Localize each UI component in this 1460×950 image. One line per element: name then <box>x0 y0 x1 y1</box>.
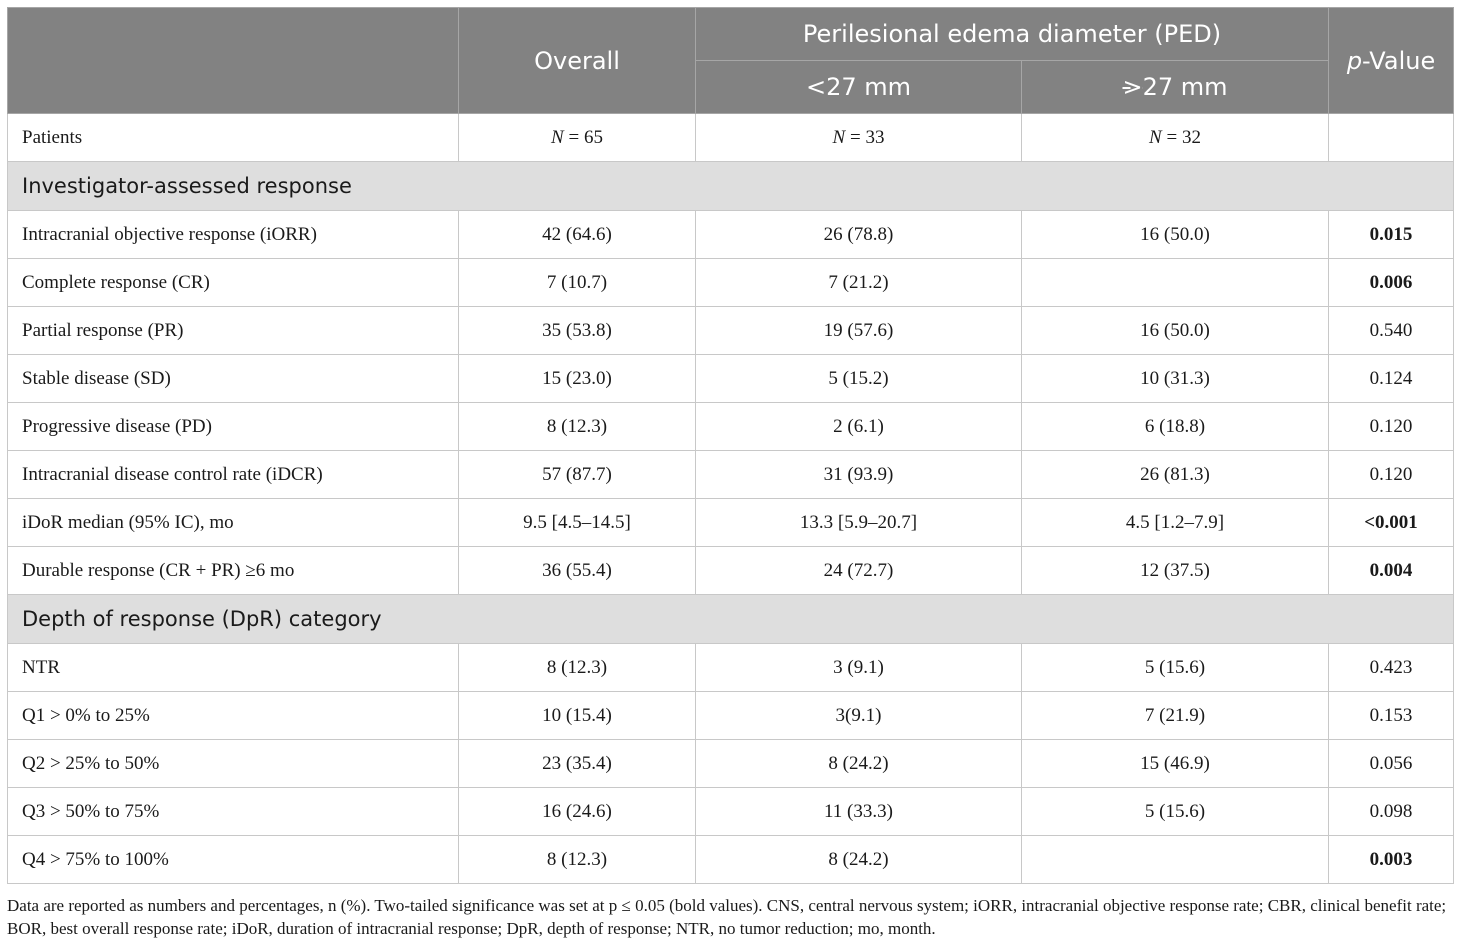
section-title: Depth of response (DpR) category <box>8 595 1454 644</box>
cell-p: 0.153 <box>1329 692 1454 740</box>
cell-overall: 7 (10.7) <box>459 259 696 307</box>
table-body <box>8 114 1454 884</box>
cell-ge27: 15 (46.9) <box>1022 740 1329 788</box>
cell-overall: 35 (53.8) <box>459 307 696 355</box>
table-row <box>8 740 1454 788</box>
cell-overall: 16 (24.6) <box>459 788 696 836</box>
cell-overall: 8 (12.3) <box>459 836 696 884</box>
table-row <box>8 355 1454 403</box>
cell-ge27: 4.5 [1.2–7.9] <box>1022 499 1329 547</box>
cell-p: 0.006 <box>1329 259 1454 307</box>
table-row <box>8 211 1454 259</box>
n-italic: N <box>1149 126 1162 148</box>
patients-p <box>1329 114 1454 162</box>
cell-ge27: 5 (15.6) <box>1022 788 1329 836</box>
n-value: = 65 <box>563 126 603 148</box>
cell-p: 0.120 <box>1329 451 1454 499</box>
n-value: = 32 <box>1161 126 1201 148</box>
cell-lt27: 3(9.1) <box>696 692 1022 740</box>
cell-overall: 9.5 [4.5–14.5] <box>459 499 696 547</box>
table-row <box>8 403 1454 451</box>
cell-overall: 57 (87.7) <box>459 451 696 499</box>
cell-overall: 10 (15.4) <box>459 692 696 740</box>
cell-ge27: 12 (37.5) <box>1022 547 1329 595</box>
cell-overall: 23 (35.4) <box>459 740 696 788</box>
header-ge27 <box>1022 61 1329 114</box>
cell-ge27: 5 (15.6) <box>1022 644 1329 692</box>
cell-ge27: 7 (21.9) <box>1022 692 1329 740</box>
header-overall: Overall <box>459 8 696 114</box>
table-row <box>8 259 1454 307</box>
cell-p: 0.003 <box>1329 836 1454 884</box>
section-row-investigator <box>8 162 1454 211</box>
row-label: Intracranial disease control rate (iDCR) <box>8 451 459 499</box>
row-label: Intracranial objective response (iORR) <box>8 211 459 259</box>
cell-lt27: 2 (6.1) <box>696 403 1022 451</box>
cell-lt27: 24 (72.7) <box>696 547 1022 595</box>
cell-ge27: 6 (18.8) <box>1022 403 1329 451</box>
cell-overall: 42 (64.6) <box>459 211 696 259</box>
cell-lt27: 31 (93.9) <box>696 451 1022 499</box>
n-italic: N <box>551 126 564 148</box>
table-row <box>8 547 1454 595</box>
table-row-patients <box>8 114 1454 162</box>
cell-ge27: 26 (81.3) <box>1022 451 1329 499</box>
table-row <box>8 499 1454 547</box>
n-value: = 33 <box>845 126 885 148</box>
cell-p: 0.124 <box>1329 355 1454 403</box>
row-label: Q3 > 50% to 75% <box>8 788 459 836</box>
cell-lt27: 19 (57.6) <box>696 307 1022 355</box>
cell-p: 0.056 <box>1329 740 1454 788</box>
patients-label: Patients <box>8 114 459 162</box>
cell-lt27: 5 (15.2) <box>696 355 1022 403</box>
cell-overall: 15 (23.0) <box>459 355 696 403</box>
n-italic: N <box>832 126 846 148</box>
row-label: Complete response (CR) <box>8 259 459 307</box>
cell-lt27: 11 (33.3) <box>696 788 1022 836</box>
cell-p: 0.015 <box>1329 211 1454 259</box>
table-header <box>8 8 1454 114</box>
header-lt27: <27 mm <box>696 61 1022 114</box>
results-table <box>7 7 1454 884</box>
cell-lt27: 8 (24.2) <box>696 836 1022 884</box>
header-ge27-rest: 27 mm <box>1142 73 1228 101</box>
cell-lt27: 3 (9.1) <box>696 644 1022 692</box>
section-row-dpr <box>8 595 1454 644</box>
row-label: Q4 > 75% to 100% <box>8 836 459 884</box>
cell-lt27: 7 (21.2) <box>696 259 1022 307</box>
table-row <box>8 788 1454 836</box>
header-p-value <box>1329 8 1454 114</box>
table-row <box>8 836 1454 884</box>
cell-p: 0.540 <box>1329 307 1454 355</box>
header-blank-cell <box>8 8 459 114</box>
cell-lt27: 13.3 [5.9–20.7] <box>696 499 1022 547</box>
row-label: Q2 > 25% to 50% <box>8 740 459 788</box>
row-label: Stable disease (SD) <box>8 355 459 403</box>
cell-p: 0.004 <box>1329 547 1454 595</box>
cell-ge27 <box>1022 836 1329 884</box>
patients-lt27 <box>696 114 1022 162</box>
results-table-container <box>7 7 1453 884</box>
header-ge27-symbol: > <box>1122 73 1143 101</box>
header-p-rest: -Value <box>1362 46 1436 75</box>
cell-p: <0.001 <box>1329 499 1454 547</box>
row-label: NTR <box>8 644 459 692</box>
row-label: iDoR median (95% IC), mo <box>8 499 459 547</box>
row-label: Durable response (CR + PR) ≥6 mo <box>8 547 459 595</box>
cell-overall: 8 (12.3) <box>459 403 696 451</box>
cell-ge27 <box>1022 259 1329 307</box>
cell-p: 0.423 <box>1329 644 1454 692</box>
row-label: Progressive disease (PD) <box>8 403 459 451</box>
cell-lt27: 26 (78.8) <box>696 211 1022 259</box>
cell-ge27: 16 (50.0) <box>1022 307 1329 355</box>
cell-ge27: 16 (50.0) <box>1022 211 1329 259</box>
cell-lt27: 8 (24.2) <box>696 740 1022 788</box>
patients-overall <box>459 114 696 162</box>
table-row <box>8 451 1454 499</box>
table-footnote: Data are reported as numbers and percentages, n (%). Two-tailed significance was set at p ≤ 0.05 (bold values). CNS, central nervous system; iORR, intracranial objective response rate; CBR, clinical benefit rate; BOR, best overall response rate; iDoR, duration of intracranial response; DpR, depth of response; NTR, no tumor reduction; mo, month. <box>7 896 1447 938</box>
patients-ge27 <box>1022 114 1329 162</box>
cell-p: 0.120 <box>1329 403 1454 451</box>
cell-overall: 8 (12.3) <box>459 644 696 692</box>
cell-ge27: 10 (31.3) <box>1022 355 1329 403</box>
row-label: Partial response (PR) <box>8 307 459 355</box>
table-row <box>8 644 1454 692</box>
section-title: Investigator-assessed response <box>8 162 1454 211</box>
row-label: Q1 > 0% to 25% <box>8 692 459 740</box>
table-row <box>8 307 1454 355</box>
cell-overall: 36 (55.4) <box>459 547 696 595</box>
header-p-italic: p <box>1346 46 1363 75</box>
cell-p: 0.098 <box>1329 788 1454 836</box>
header-ped-group: Perilesional edema diameter (PED) <box>696 8 1329 61</box>
table-row <box>8 692 1454 740</box>
